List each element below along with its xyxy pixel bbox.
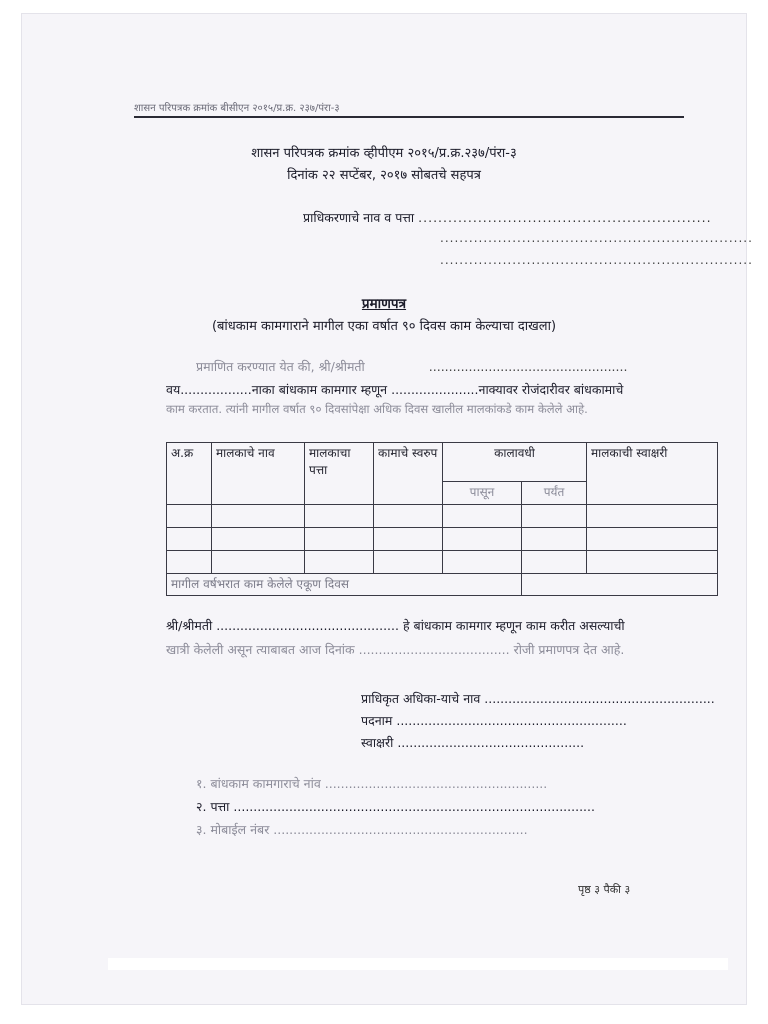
header-period: कालावधी: [443, 443, 587, 482]
header-work-nature: कामाचे स्वरुप: [374, 443, 443, 505]
certificate-title: प्रमाणपत्र: [361, 296, 407, 312]
worker-name-field: १. बांधकाम कामगाराचे नांव ........................................................: [196, 776, 548, 791]
total-days-value: [522, 574, 718, 596]
header-employer-signature: मालकाची स्वाक्षरी: [587, 443, 718, 505]
body-line-1: [196, 358, 627, 375]
declaration-line-2-text: खात्री केलेली असून त्याबाबत आज दिनांक ...................................... रोजी प्रमाणपत्र देत आहे.: [166, 642, 625, 657]
certificate-subtitle: (बांधकाम कामगाराने मागील एका वर्षात ९० दिवस काम केल्याचा दाखला): [211, 319, 557, 334]
table-total-row: [167, 574, 718, 596]
header-employer-name: मालकाचे नाव: [212, 443, 305, 505]
table-row: [167, 528, 718, 551]
authority-field: [303, 209, 712, 226]
circular-date: दिनांक २२ सप्टेंबर, २०१७ सोबतचे सहपत्र: [287, 168, 481, 183]
worker-address-field: २. पत्ता ...........................................................................................: [196, 799, 595, 814]
employer-table: [166, 442, 718, 596]
header-employer-address: मालकाचा पत्ता: [305, 443, 374, 505]
table-row: [167, 551, 718, 574]
authority-blank: ...........................................................: [418, 210, 712, 225]
declaration-line-1: श्री/श्रीमती .............................................. हे बांधकाम कामगार म्हणून काम करीत असल्याची: [166, 618, 625, 633]
total-days-label: मागील वर्षभरात काम केलेले एकूण दिवस: [167, 574, 522, 596]
scan-edge: [108, 958, 728, 970]
signatory-designation: पदनाम ..........................................................: [361, 713, 627, 728]
body-line-1-text: प्रमाणित करण्यात येत की, श्री/श्रीमती: [196, 359, 365, 374]
header-sr-no: अ.क्र: [167, 443, 212, 505]
page-number: पृष्ठ ३ पैकी ३: [578, 883, 631, 896]
circular-number: शासन परिपत्रक क्रमांक व्हीपीएम २०१५/प्र.क्र.२३७/पंरा-३: [251, 146, 517, 161]
declaration-line-2: [166, 641, 624, 658]
subheader-to: पर्यंत: [522, 482, 587, 505]
body-line-2: वय..................नाका बांधकाम कामगार म्हणून ......................नाक्यावर रोजंदारीवर बांधकामाचे: [166, 382, 624, 397]
subheader-from: पासून: [443, 482, 522, 505]
table-header-row: [167, 443, 718, 482]
table-row: [167, 505, 718, 528]
signatory-signature: स्वाक्षरी ...............................................: [361, 735, 585, 750]
body-line-1-blank: ..................................................: [428, 359, 628, 374]
header-reference: शासन परिपत्रक क्रमांक बीसीएन २०१५/प्र.क्र. २३७/पंरा-३: [134, 103, 340, 114]
authority-blank-line-3: .................................................................: [440, 253, 753, 267]
worker-mobile-field: ३. मोबाईल नंबर ................................................................: [196, 822, 528, 837]
header-rule: [134, 116, 684, 118]
authority-blank-line-2: .................................................................: [440, 231, 753, 245]
body-line-3: काम करतात. त्यांनी मागील वर्षात ९० दिवसांपेक्षा अधिक दिवस खालील मालकांकडे काम केलेले आहे.: [166, 402, 588, 416]
authority-label: प्राधिकरणाचे नाव व पत्ता: [303, 210, 415, 225]
signatory-name: प्राधिकृत अधिका-याचे नाव ..........................................................: [361, 691, 715, 706]
